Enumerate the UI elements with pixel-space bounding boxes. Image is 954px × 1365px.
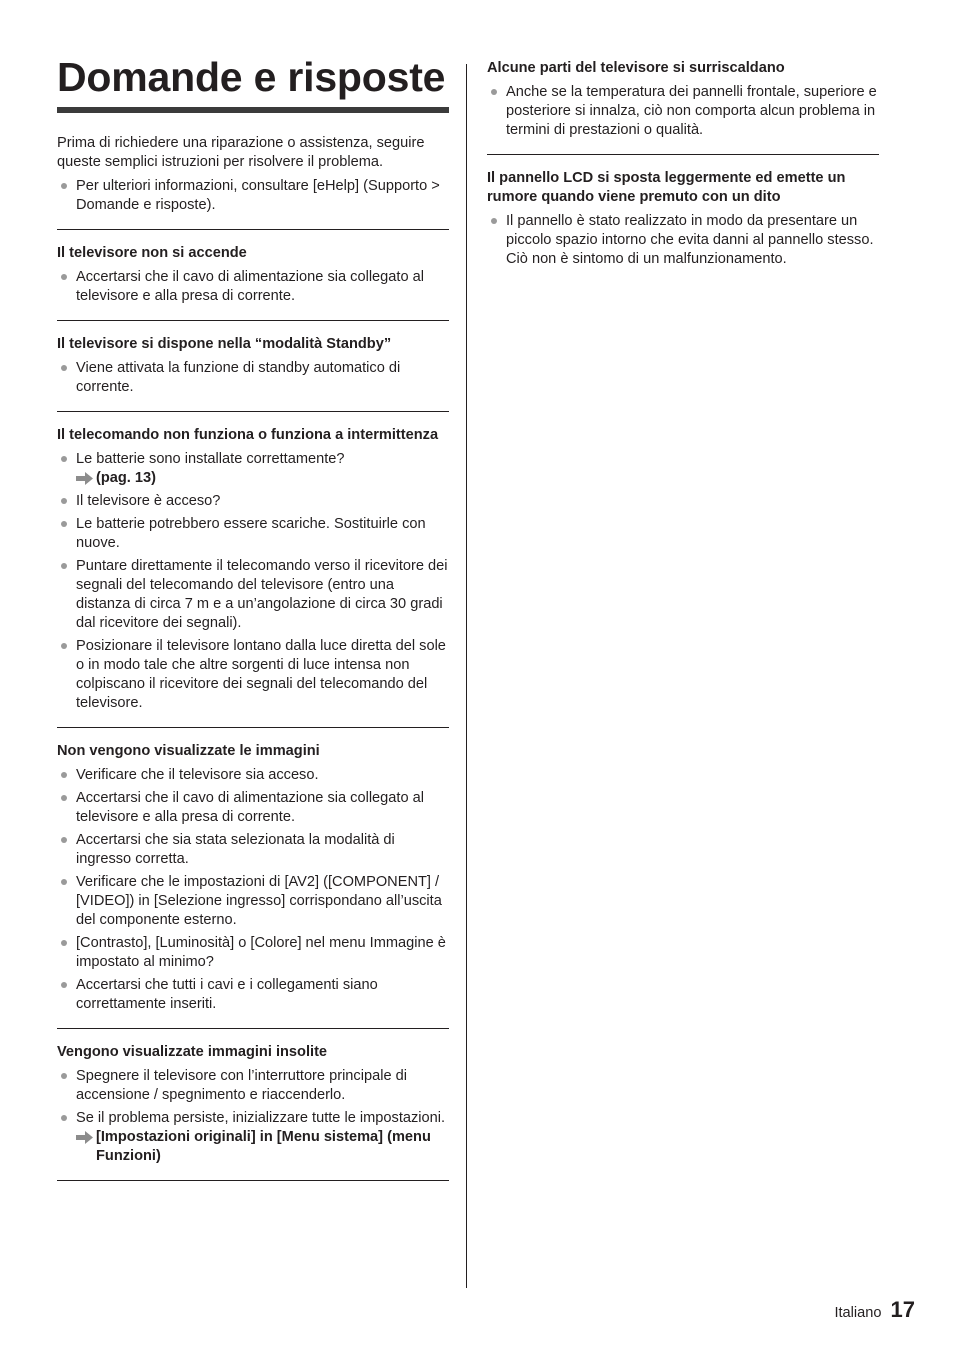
list-item (57, 934, 449, 972)
item-text: Accertarsi che il cavo di alimentazione sia collegato al televisore e alla presa di corrente. (76, 269, 424, 304)
faq-section (57, 321, 449, 412)
page-reference (76, 469, 449, 488)
bullet-icon (491, 89, 497, 95)
section-title: Il televisore non si accende (57, 245, 247, 261)
item-text: Accertarsi che il cavo di alimentazione sia collegato al televisore e alla presa di corrente. (76, 790, 424, 825)
list-item (57, 976, 449, 1014)
list-item (57, 557, 449, 633)
list-item (57, 359, 449, 397)
bullet-icon (61, 274, 67, 280)
section-title: Vengono visualizzate immagini insolite (57, 1044, 328, 1060)
item-text: Le batterie potrebbero essere scariche. Sostituirle con nuove. (76, 516, 426, 551)
bullet-icon (61, 940, 67, 946)
section-title: Il telecomando non funziona o funziona a intermittenza (57, 427, 439, 443)
page-reference (76, 1128, 449, 1166)
item-text: Puntare direttamente il telecomando verso il ricevitore dei segnali del telecomando del televisore (entro una distanza di circa 7 m e a un’angolazione di circa 30 gradi dal ricevitore dei segnali). (76, 558, 448, 631)
right-column (487, 59, 879, 283)
faq-section (57, 728, 449, 1029)
section-title: Non vengono visualizzate le immagini (57, 743, 320, 759)
item-text: Anche se la temperatura dei pannelli frontale, superiore e posteriore si innalza, ciò non comporta alcun problema in termini di prestazioni o qualità. (506, 84, 877, 138)
column-divider (466, 64, 467, 1288)
section-list (57, 1067, 449, 1166)
list-item (57, 766, 449, 785)
list-item (487, 83, 879, 140)
bullet-icon (61, 1115, 67, 1121)
list-item (57, 1109, 449, 1166)
faq-section (57, 412, 449, 728)
section-list (57, 450, 449, 713)
list-item (57, 637, 449, 713)
item-text: Il televisore è acceso? (76, 493, 221, 509)
left-sections (57, 230, 449, 1181)
item-text: Il pannello è stato realizzato in modo da presentare un piccolo spazio intorno che evita danni al pannello stesso. Ciò non è sintomo di un malfunzionamento. (506, 213, 874, 267)
intro-bullet-text: Per ulteriori informazioni, consultare [eHelp] (Supporto > Domande e risposte). (76, 178, 440, 213)
list-item (57, 1067, 449, 1105)
bullet-icon (61, 563, 67, 569)
item-text: [Contrasto], [Luminosità] o [Colore] nel menu Immagine è impostato al minimo? (76, 935, 446, 970)
bullet-icon (61, 498, 67, 504)
reference-text: (pag. 13) (96, 470, 157, 486)
bullet-icon (61, 521, 67, 527)
section-list (487, 83, 879, 140)
item-text: Accertarsi che sia stata selezionata la modalità di ingresso corretta. (76, 832, 395, 867)
page-footer (834, 1297, 915, 1323)
item-text: Se il problema persiste, inizializzare tutte le impostazioni. (76, 1110, 446, 1126)
intro-list (57, 177, 449, 230)
bullet-icon (491, 218, 497, 224)
bullet-icon (61, 365, 67, 371)
item-text: Viene attivata la funzione di standby automatico di corrente. (76, 360, 401, 395)
section-list (57, 359, 449, 397)
bullet-icon (61, 795, 67, 801)
bullet-icon (61, 456, 67, 462)
right-sections (487, 59, 879, 283)
item-text: Accertarsi che tutti i cavi e i collegamenti siano correttamente inseriti. (76, 977, 378, 1012)
arrow-right-icon (76, 472, 93, 485)
intro-text: Prima di richiedere una riparazione o assistenza, seguire queste semplici istruzioni per risolvere il problema. (57, 135, 425, 170)
reference-text: [Impostazioni originali] in [Menu sistema] (menu Funzioni) (96, 1129, 431, 1164)
faq-section (57, 1029, 449, 1181)
faq-section (57, 230, 449, 321)
list-item (57, 492, 449, 511)
faq-section (487, 59, 879, 155)
arrow-right-icon (76, 1131, 93, 1144)
bullet-icon (61, 1073, 67, 1079)
list-item (57, 873, 449, 930)
list-item (57, 450, 449, 488)
left-column (57, 52, 449, 1181)
section-list (487, 212, 879, 269)
page-number: 17 (890, 1297, 915, 1322)
footer-language: Italiano (834, 1305, 882, 1321)
section-list (57, 766, 449, 1014)
page-title: Domande e risposte (57, 52, 449, 113)
section-title: Alcune parti del televisore si surriscaldano (487, 60, 785, 76)
list-item (57, 515, 449, 553)
bullet-icon (61, 982, 67, 988)
list-item (487, 212, 879, 269)
item-text: Verificare che le impostazioni di [AV2] ([COMPONENT] / [VIDEO]) in [Selezione ingresso] corrispondano all’uscita del componente esterno. (76, 874, 442, 928)
item-text: Spegnere il televisore con l’interruttore principale di accensione / spegnimento e riaccenderlo. (76, 1068, 407, 1103)
list-item (57, 831, 449, 869)
bullet-icon (61, 772, 67, 778)
section-title: Il televisore si dispone nella “modalità Standby” (57, 336, 392, 352)
item-text: Verificare che il televisore sia acceso. (76, 767, 319, 783)
list-item (57, 177, 449, 215)
section-list (57, 268, 449, 306)
list-item (57, 268, 449, 306)
list-item (57, 789, 449, 827)
bullet-icon (61, 183, 67, 189)
bullet-icon (61, 879, 67, 885)
item-text: Le batterie sono installate correttamente? (76, 451, 345, 467)
bullet-icon (61, 643, 67, 649)
faq-section (487, 155, 879, 283)
bullet-icon (61, 837, 67, 843)
item-text: Posizionare il televisore lontano dalla luce diretta del sole o in modo tale che altre sorgenti di luce intensa non colpiscano il ricevitore dei segnali del telecomando del televisore. (76, 638, 446, 711)
section-title: Il pannello LCD si sposta leggermente ed emette un rumore quando viene premuto con un dito (487, 170, 846, 205)
